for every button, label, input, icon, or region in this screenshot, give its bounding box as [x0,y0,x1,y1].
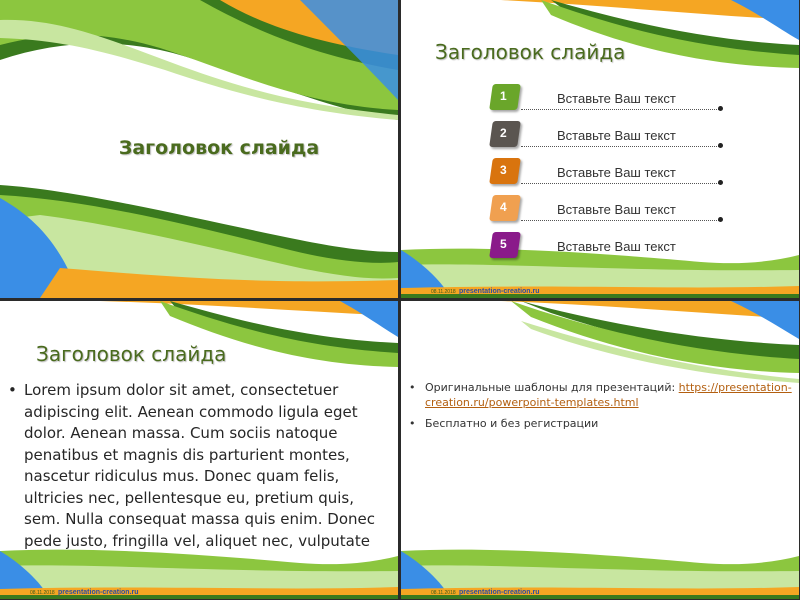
list-item[interactable] [491,121,781,151]
dotted-divider [521,220,719,221]
bullet-item-free: • Бесплатно и без регистрации [409,416,794,431]
templates-link[interactable]: https://presentation-creation.ru/powerpoint-templates.html [425,381,792,409]
item-text[interactable]: Вставьте Ваш текст [557,239,676,254]
item-number: 2 [500,126,507,140]
templates-text: Оригинальные шаблоны для презентаций: [425,381,679,394]
footer-date: 08.11.2018 [431,289,456,295]
slide-title[interactable]: Заголовок слайда [36,342,227,366]
list-item[interactable] [491,84,781,114]
item-number: 4 [500,200,507,214]
bullet-list [409,380,794,437]
list-item[interactable] [491,232,781,262]
list-item[interactable] [491,158,781,188]
dotted-divider [521,109,719,110]
item-text[interactable]: Вставьте Ваш текст [557,202,676,217]
footer-site: presentation-creation.ru [58,589,139,596]
item-number: 3 [500,163,507,177]
divider-endpoint [718,217,723,222]
list-item[interactable] [491,195,781,225]
item-text[interactable]: Вставьте Ваш текст [557,91,676,106]
divider-endpoint [718,180,723,185]
footer-site: presentation-creation.ru [459,589,540,596]
slide-thumbnail-2[interactable] [401,0,799,298]
footer-date: 08.11.2018 [30,590,55,596]
bullet-item-templates [409,380,794,410]
item-text[interactable]: Вставьте Ваш текст [557,165,676,180]
slide-title[interactable]: Заголовок слайда [435,40,626,64]
footer-date: 08.11.2018 [431,590,456,596]
item-text[interactable]: Вставьте Ваш текст [557,128,676,143]
dotted-divider [521,146,719,147]
divider-endpoint [718,143,723,148]
bullet-list [8,380,393,552]
divider-endpoint [718,106,723,111]
slide-background-waves [401,301,799,599]
slide-thumbnail-1[interactable] [0,0,398,298]
footer-site: presentation-creation.ru [459,288,540,295]
bullet-item[interactable]: • Lorem ipsum dolor sit amet, consectetuer adipiscing elit. Aenean commodo ligula eget dolor. Aenean massa. Cum sociis natoque penatibus et magnis dis parturient montes, nascetur ridiculus mus. Donec quam felis, ultricies nec, pellentesque eu, pretium quis, sem. Nulla consequat massa quis enim. Donec pede justo, fringilla vel, aliquet nec, vulputate [8,380,393,552]
slide-thumbnail-4[interactable] [401,301,799,599]
item-number: 1 [500,89,507,103]
slide-title[interactable]: Заголовок слайда [118,137,320,159]
slide-thumbnail-3[interactable] [0,301,398,599]
item-number: 5 [500,237,507,251]
dotted-divider [521,183,719,184]
